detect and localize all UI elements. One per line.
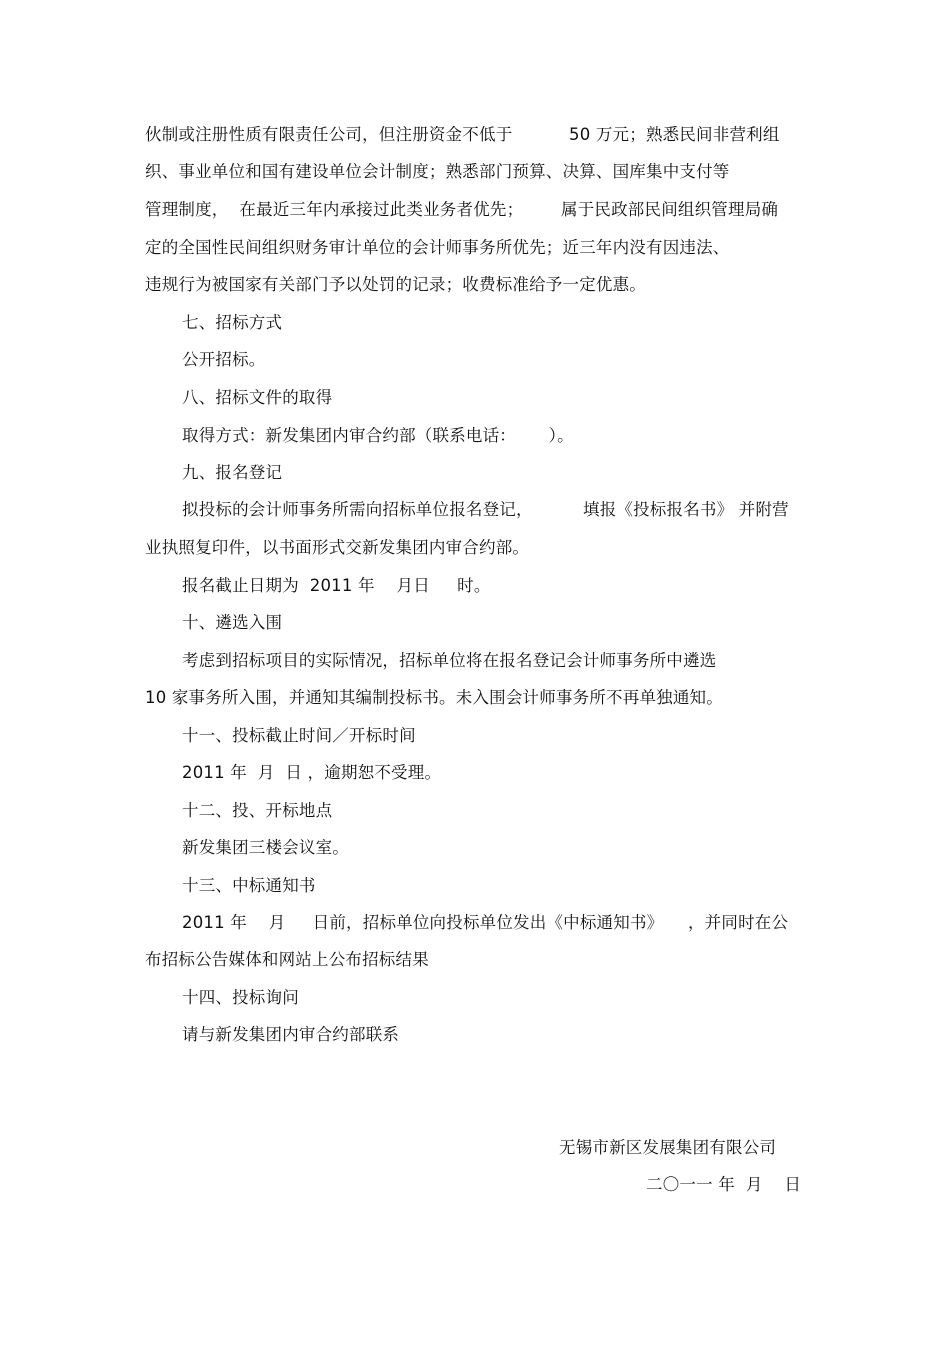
section-heading-9: 九、报名登记 [182,463,283,482]
signature-company: 无锡市新区发展集团有限公司 [559,1138,777,1157]
section-heading-10: 十、遴选入围 [182,613,283,632]
section-body-12: 新发集团三楼会议室。 [182,838,349,857]
section-body-7: 公开招标。 [182,350,266,369]
text-segment: 管理制度， 在最近三年内承接过此类业务者优先； [145,200,524,219]
section-heading-7: 七、招标方式 [182,313,283,332]
section-heading-12: 十二、投、开标地点 [182,801,333,820]
section-body-14: 请与新发集团内审合约部联系 [182,1025,400,1044]
section-body-9-line-2: 业执照复印件，以书面形式交新发集团内审合约部。 [145,538,530,557]
text-segment: 50 万元；熟悉民间非营利组 [569,125,780,144]
section-body-10-line-1: 考虑到招标项目的实际情况，招标单位将在报名登记会计师事务所中遴选 [182,651,717,670]
section-body-13-line-2: 布招标公告媒体和网站上公布招标结果 [145,950,429,969]
paragraph-qualification-line-4: 定的全国性民间组织财务审计单位的会计师事务所优先；近三年内没有因违法、 [145,238,730,257]
section-body-9-line-3: 报名截止日期为 2011 年 月日 时。 [182,576,491,595]
section-heading-14: 十四、投标询问 [182,988,299,1007]
text-segment: 2011 年 月 日前，招标单位向投标单位发出《中标通知书》 [182,913,664,932]
section-body-8: 取得方式：新发集团内审合约部（联系电话： ）。 [182,426,574,445]
text-segment: 伙制或注册性质有限责任公司，但注册资金不低于 [145,125,513,144]
text-segment: 填报《投标报名书》 并附营 [583,500,789,519]
signature-date: 二〇一一 年 月 日 [646,1175,802,1194]
section-body-10-line-2: 10 家事务所入围，并通知其编制投标书。未入围会计师事务所不再单独通知。 [145,688,723,707]
section-heading-8: 八、招标文件的取得 [182,388,333,407]
paragraph-qualification-line-2: 织、事业单位和国有建设单位会计制度；熟悉部门预算、决算、国库集中支付等 [145,162,730,181]
paragraph-qualification-line-5: 违规行为被国家有关部门予以处罚的记录；收费标准给予一定优惠。 [145,275,646,294]
section-heading-11: 十一、投标截止时间／开标时间 [182,726,416,745]
section-heading-13: 十三、中标通知书 [182,876,316,895]
text-segment: 拟投标的会计师事务所需向招标单位报名登记， [182,500,533,519]
section-body-11: 2011 年 月 日 ，逾期恕不受理。 [182,763,442,782]
text-segment: 属于民政部民间组织管理局确 [561,200,779,219]
text-segment: ，并同时在公 [688,913,789,932]
